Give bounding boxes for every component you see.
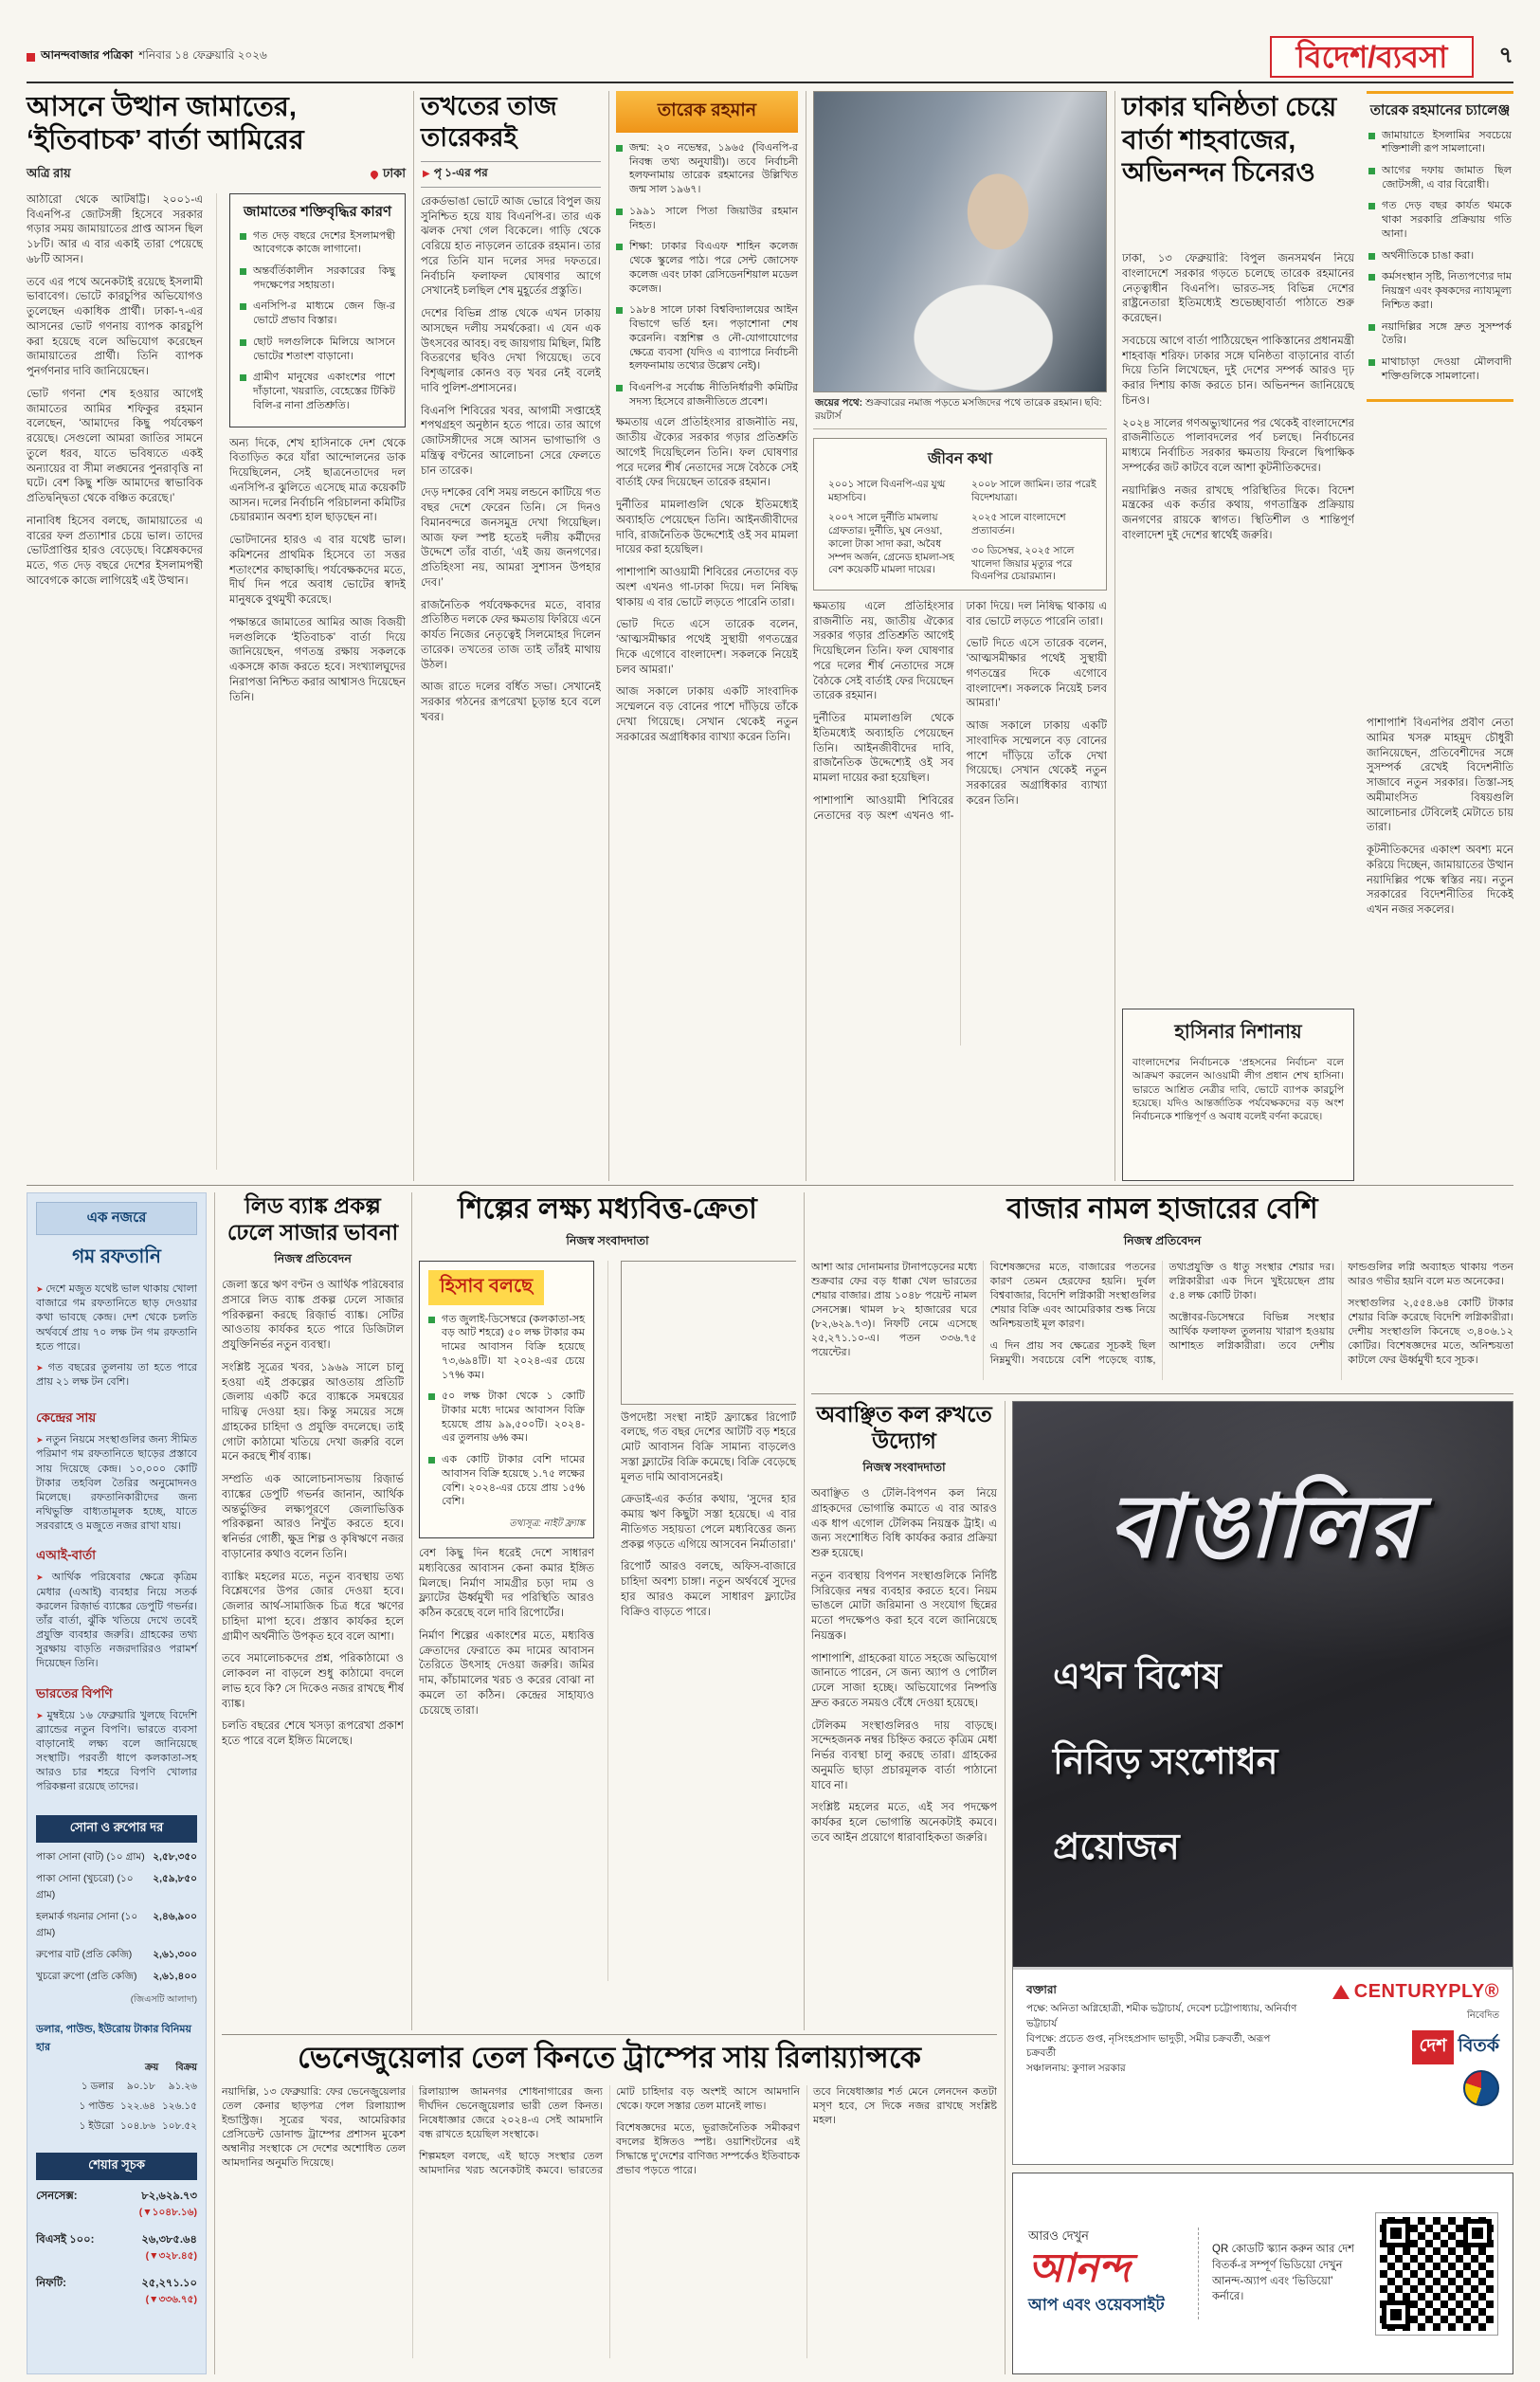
share-index-row: নিফটি: ২৫,২৭১.১০ (▼৩৩৬.৭৫) (36, 2277, 197, 2305)
speakers-anchor: সঞ্চালনায়: কুণাল সরকার (1026, 2063, 1126, 2074)
paragraph: ক্ষমতায় এলে প্রতিহিংসার রাজনীতি নয়, জাতীয় ঐক্যের সরকার গড়ার প্রতিশ্রুতি আগেই দিয়েছিলেন তিনি। ফল ঘোষণার পরে দলের শীর্ষ নেতাদের সঙ্গে বৈঠকে সেই বার্তাই ফের দিয়েছেন তারেক রহমান। (616, 417, 798, 489)
photo-column (813, 91, 1107, 1181)
byline: নিজস্ব প্রতিবেদন (1123, 1233, 1202, 1247)
paragraph: নির্মাণ শিল্পের একাংশের মতে, মধ্যবিত্ত ক্রেতাদের ফেরাতে কম দামের আবাসন তৈরিতে উৎসাহ দেওয়া জরুরি। জমির দাম, কাঁচামালের খরচ ও করের বোঝা না কমলে তা কঠিন। কেন্দ্রের সাহায্যও চেয়েছে তারা। (419, 1629, 594, 1717)
paragraph: নয়াদিল্লিও নজর রাখছে পরিস্থিতির দিকে। বিদেশ মন্ত্রকের এক কর্তার কথায়, গণতান্ত্রিক প্রক্রিয়ায় জনগণের রায়কে স্বাগত। স্থিতিশীল ও শান্তিপূর্ণ বাংলাদেশ দুই দেশের স্বার্থেই জরুরি। (1122, 484, 1354, 541)
profile-title: তারেক রহমান (616, 91, 798, 133)
bullet-square-icon (428, 1317, 435, 1323)
challenge-box (1367, 91, 1513, 402)
column-rule (411, 1192, 412, 2030)
paragraph: দেড় দশকের বেশি সময় লন্ডনে কাটিয়ে গত বছর দেশে ফেরেন তিনি। সে দিনও বিমানবন্দরে জনসমুদ্র দেখা গিয়েছিল। আজ ফল স্পষ্ট হতেই দলীয় কর্মীদের উদ্দেশে তাঁর বার্তা, ‘এই জয় জনগণের। প্রতিহিংসা নয়, আমরা সুশাসন উপহার দেব।’ (421, 487, 601, 589)
life-points (823, 479, 1097, 588)
paragraph: ভোট গণনা শেষ হওয়ার আগেই জামাতের আমির শফিকুর রহমান বলেছেন, ‘আমাদের কিছু পর্যবেক্ষণ রয়েছে। সেগুলো আমরা জাতির সামনে তুলে ধরব, যাতে ভবিষ্যতে একই অন্যায়ের বা সীমা লঙ্ঘনের পুনরাবৃত্তি না ঘটে। বেশ কিছু শক্তি আমাদের স্বাভাবিক প্রতিদ্বন্দ্বিতা থেকে বঞ্চিত করেছে।’ (27, 388, 203, 504)
qr-finder-icon (1382, 2219, 1410, 2247)
paragraph: সংশ্লিষ্ট মহলের মতে, এই সব পদক্ষেপ কার্যকর হলে ভোগান্তি অনেকটাই কমবে। তবে আইন প্রয়োগে ধারাবাহিকতা জরুরি। (811, 1802, 997, 1844)
article-body (222, 1279, 404, 1999)
fx-row: ১ পাউন্ড ১২২.৬৪ ১২৬.১৫ (79, 2100, 197, 2112)
band-rule (27, 1185, 1513, 1186)
paragraph: আজ সকালে ঢাকায় একটি সাংবাদিক সম্মেলনে বড় বোনের পাশে দাঁড়িয়ে তাঁকে দেখা গিয়েছে। সেখান থেকেই নতুন সরকারের অগ্রাধিকার ব্যাখ্যা করেন তিনি। (966, 720, 1107, 807)
article-dhaka (1122, 91, 1513, 1181)
desh-logo-text: দেশ (1412, 2030, 1455, 2064)
article-leadbank (222, 1192, 404, 2030)
promo-left (1028, 2227, 1199, 2319)
article-headline: বাজার নামল হাজারের বেশি (1006, 1193, 1318, 1225)
share-index-title: শেয়ার সূচক (36, 2153, 197, 2180)
hisab-title: হিসাব বলছে (428, 1270, 544, 1305)
paragraph: রেকর্ডভাঙা ভোটে আজ ভোরে বিপুল জয় সুনিশ্চিত হয়ে যায় বিএনপি-র। তার এক ঝলক দেখা গেল বিকেলে। গাড়ি থেকে বেরিয়ে হাত নাড়লেন তারেক রহমান। তার পরে তিনি যান দলের সদর দফতরে। নির্বাচনি ফলাফল ঘোষণার আগে সেখানেই চলছিল শেষ মুহূর্তের প্রস্তুতি। (421, 195, 601, 298)
hasina-body: বাংলাদেশের নির্বাচনকে ‘প্রহসনের নির্বাচন’ বলে আক্রমণ করলেন আওয়ামী লীগ প্রধান শেখ হাসিনা। ভারতে আশ্রিত নেত্রীর দাবি, ভোটে ব্যাপক কারচুপি হয়েছে। যদিও আন্তর্জাতিক পর্যবেক্ষকদের বড় অংশ নির্বাচনকে শান্তিপূর্ণ ও অবাধ বলেই বর্ণনা করেছে। (1132, 1057, 1344, 1123)
paragraph: আজ সকালে ঢাকায় একটি সাংবাদিক সম্মেলনে বড় বোনের পাশে দাঁড়িয়ে তাঁকে দেখা গিয়েছে। সেখান থেকেই নতুন সরকারের অগ্রাধিকার ব্যাখ্যা করেন তিনি। (616, 686, 798, 743)
page-header (27, 34, 1513, 80)
fx-columns (36, 2061, 197, 2077)
paragraph: পাশাপাশি আওয়ামী শিবিরের নেতাদের বড় অংশ এখনও গা-ঢাকা দিয়ে। দল নিষিদ্ধ থাকায় এ বার ভোটে লড়তে পারেনি তারা। (813, 600, 1107, 822)
paragraph: সম্প্রতি এক আলোচনাসভায় রিজ়ার্ভ ব্যাঙ্কের ডেপুটি গভর্নর জানান, আর্থিক অন্তর্ভুক্তির লক্ষ্যপূরণে জেলাভিত্তিক পরিকল্পনা আরও নিখুঁত করতে হবে। স্বনির্ভর গোষ্ঠী, ক্ষুদ্র শিল্প ও কৃষিঋণে নজর বাড়ানোর কথাও বলেন তিনি। (222, 1474, 404, 1560)
tareq-profile-column (616, 91, 798, 1181)
infobox-point: অন্তর্বর্তিকালীন সরকারের কিছু পদক্ষেপের সহায়তা। (240, 264, 395, 292)
bitorko-logo-text: বিতর্ক (1458, 2036, 1499, 2056)
paragraph: সংশ্লিষ্ট সূত্রের খবর, ১৯৬৯ সালে চালু হওয়া এই প্রকল্পের আওতায় প্রতিটি জেলায় একটি করে ব্যাঙ্ককে সমন্বয়ের দায়িত্ব দেওয়া হয়। কিন্তু সময়ের সঙ্গে গ্রাহকের চাহিদা ও প্রযুক্তি বদলেছে। তাই গোটা কাঠামো খতিয়ে দেখা জরুরি বলে মনে করছে শীর্ষ ব্যাঙ্ক। (222, 1361, 404, 1464)
infobox-point: ছোট দলগুলিকে মিলিয়ে আসনে ভোটের শতাংশ বাড়ানো। (240, 336, 395, 363)
news-rail (27, 1192, 207, 2374)
hisab-box (419, 1261, 594, 1539)
column-rule (413, 91, 414, 1181)
paragraph: সবচেয়ে আগে বার্তা পাঠিয়েছেন পাকিস্তানের প্রধানমন্ত্রী শাহবাজ় শরিফ। ঢাকার সঙ্গে ঘনিষ্ঠতা বাড়ানোর বার্তা দিয়ে তিনি লিখেছেন, দুই দেশের সম্পর্ক আরও দৃঢ় করার দিশায় কাজ করতে চান। অভিনন্দন জানিয়েছে চিনও। (1122, 335, 1354, 407)
article-venezuela (222, 2040, 997, 2374)
article-body-cont (229, 437, 406, 714)
paragraph: চলতি বছরের শেষে খসড়া রূপরেখা প্রকাশ হতে পারে বলে ইঙ্গিত মিলেছে। (222, 1720, 404, 1748)
life-box-title: জীবন কথা (928, 451, 992, 468)
life-story-box (813, 438, 1107, 591)
paragraph: দেশের বিভিন্ন প্রান্ত থেকে এখন ঢাকায় আসছেন দলীয় সমর্থকেরা। এ যেন এক উৎসবের আবহ। বহু জায়গায় মিছিল, মিষ্টি বিতরণের ছবিও দেখা গিয়েছে। তবে বিশৃঙ্খলার কোনও বড় খবর নেই বলেই দাবি পুলিশ-প্রশাসনের। (421, 308, 601, 394)
column-rule (1114, 91, 1115, 1181)
qr-caption: QR কোডটি স্ক্যান করুন আর দেশ বিতর্ক-র সম্পূর্ণ ভিডিয়ো দেখুন আনন্দ-অ্যাপ এবং ‘ভিডিয়ো’ কর্নারে। (1212, 2244, 1355, 2303)
article-call (811, 1401, 997, 2030)
shilpo-left-col (419, 1261, 594, 1981)
issue-date: শনিবার ১৪ ফেব্রুয়ারি ২০২৬ (138, 48, 267, 62)
paragraph: নতুন ব্যবস্থায় বিপণন সংস্থাগুলিকে নির্দিষ্ট সিরিজ়ের নম্বর ব্যবহার করতে হবে। নিয়ম ভাঙলে মোটা জরিমানা ও সংযোগ ছিন্নের মতো পদক্ষেপও করা হবে বলে জানিয়েছে নিয়ন্ত্রক। (811, 1570, 997, 1642)
paragraph: টেলিকম সংস্থাগুলিরও দায় বাড়ছে। সন্দেহজনক নম্বর চিহ্নিত করতে কৃত্রিম মেধা নির্ভর ব্যবস্থা চালু করছে তারা। গ্রাহকের অনুমতি ছাড়া প্রচারমূলক বার্তা পাঠানো যাবে না। (811, 1719, 997, 1791)
arrow-icon: ▶ (423, 168, 430, 179)
bullet-square-icon (616, 385, 623, 391)
shilpo-right-col (607, 1261, 796, 1981)
speakers-for: পক্ষে: অনিতা অগ্নিহোত্রী, শমীক ভট্টাচার্য, দেবেশ চট্টোপাধ্যায়, অনির্বাণ ভট্টাচার্য (1026, 2003, 1297, 2029)
rail-sections (36, 1396, 197, 1801)
article-headline: ভেনেজুয়েলার তেল কিনতে ট্রাম্পের সায় রিলায়্যান্সকে (298, 2041, 921, 2074)
gold-rate-row: রুপোর বাট (প্রতি কেজি) ২,৬১,৩০০ (36, 1948, 197, 1960)
paragraph: পক্ষান্তরে জামাতের আমির আজ বিজয়ী দলগুলিকে ‘ইতিবাচক’ বার্তা দিয়ে জানিয়েছেন, গণতন্ত্র রক্ষায় সকলকে একসঙ্গে কাজ করতে হবে। সংখ্যালঘুদের নিরাপত্তা নিশ্চিত করার আশ্বাসও দিয়েছেন তিনি। (229, 616, 406, 703)
life-point: ২০০৭ সালে দুর্নীতি মামলায় গ্রেফতার। দুর্নীতি, ঘুষ নেওয়া, কালো টাকা সাদা করা, অবৈধ সম্পদ অর্জন, গ্রেনেড হামলা-সহ বেশ কয়েকটি মামলা দায়ের। (828, 512, 954, 576)
ad-line-2: নিবিড় সংশোধন (1053, 1742, 1278, 1782)
bullet-square-icon (1368, 324, 1375, 331)
life-point: ৩০ ডিসেম্বর, ২০২৫ সালে খালেদা জিয়ার মৃত্যুর পরে বিএনপির চেয়ারম্যান। (971, 544, 1075, 583)
debate-ad (1012, 1401, 1513, 2165)
rail-section-body: ➤ নতুন নিয়মে সংস্থাগুলির জন্য সীমিত পরিমাণ গম রফতানিতে ছাড়ের প্রস্তাবে সায় দিয়েছে কেন্দ্র। ১০,০০০ কোটি টাকার তহবিল তৈরির অনুমোদনও মিলেছে। রফতানিকারীদের জন্য নথিভুক্তি বাধ্যতামূলক হচ্ছে, যাতে সরবরাহে ও মজুতে নজর রাখা যায়। (36, 1433, 197, 1534)
fx-row: ১ ইউরো ১০৪.৮৬ ১০৮.৫২ (79, 2119, 197, 2132)
article-body-col2 (621, 1411, 796, 1628)
profile-fact: ১৯৮৪ সালে ঢাকা বিশ্ববিদ্যালয়ের আইন বিভাগে ভর্তি হন। পড়াশোনা শেষ করেননি। বস্ত্রশিল্প ও নৌ-যোগাযোগের ক্ষেত্রে ব্যবসা (যদিও এ ব্যাপারে নির্বাচনী হলফনামায় তথ্যের উল্লেখ নেই)। (616, 303, 798, 373)
paper-name: আনন্দবাজার পত্রিকা (41, 48, 134, 62)
ad-brand-word: বাঙালির (1108, 1479, 1418, 1575)
paragraph: নানাবিধ হিসেব বলছে, জামায়াতের এ বারের ফল প্রত্যাশার চেয়ে ভাল। তাদের ভোটপ্রাপ্তির হারও বেড়েছে। বিশ্লেষকদের মতে, গত দেড় বছরে দেশের ইসলামপন্থী আবেগকে কাজে লাগিয়েই এই উত্থান। (27, 515, 203, 587)
article-body-col1 (27, 193, 203, 1170)
paragraph: ২০২৪ সালের গণঅভ্যুত্থানের পর থেকেই বাংলাদেশের রাজনীতিতে পালাবদলের পর্ব চলছে। নির্বাচনের মাধ্যমে নির্বাচিত সরকার ক্ষমতায় ফিরলে দ্বিপাক্ষিক সম্পর্কের জট কাটবে বলে আশা কূটনীতিকদের। (1122, 417, 1354, 474)
bullet-square-icon (1368, 168, 1375, 174)
gold-rate-title: সোনা ও রুপোর দর (36, 1815, 197, 1843)
desh-bitorko-logo (1412, 2030, 1500, 2064)
profile-facts (616, 141, 798, 416)
hasina-title: হাসিনার নিশানায় (1174, 1022, 1302, 1043)
paragraph: ক্ষমতায় এলে প্রতিহিংসার রাজনীতি নয়, জাতীয় ঐক্যের সরকার গড়ার প্রতিশ্রুতি আগেই দিয়েছিলেন তিনি। ফল ঘোষণার পরে দলের শীর্ষ নেতাদের সঙ্গে বৈঠকে সেই বার্তাই ফের দিয়েছেন তারেক রহমান। (813, 600, 954, 702)
gold-rate-row: খুচরো রুপো (প্রতি কেজি) ২,৬১,৪০০ (36, 1970, 197, 1982)
paragraph: ব্যাঙ্কিং মহলের মতে, নতুন ব্যবস্থায় তথ্য বিশ্লেষণের উপর জোর দেওয়া হবে। জেলার আর্থ-সামাজিক চিত্র ধরে ঋণের চাহিদা মাপা হবে। প্রস্তাব কার্যকর হলে গ্রামীণ অর্থনীতি উপকৃত হবে বলে আশা। (222, 1571, 404, 1643)
paragraph: সংস্থাগুলির ২,৫৫৪.৬৪ কোটি টাকার শেয়ার বিক্রি করেছে বিদেশি লগ্নিকারীরা। দেশীয় সংস্থাগুলি কিনেছে ৩,৪০৬.১২ কোটির। বিশেষজ্ঞদের মতে, অনিশ্চয়তা কাটলে ফের ঊর্ধ্বমুখী হবে সূচক। (1348, 1297, 1513, 1366)
paragraph: ভোট দিতে এসে তারেক বলেন, ‘আত্মসমীক্ষার পথেই সুস্থায়ী গণতন্ত্রের দিকে এগোবে বাংলাদেশ। সকলকে নিয়েই চলব আমরা।’ (616, 619, 798, 676)
paragraph: ভোট দিতে এসে তারেক বলেন, ‘আত্মসমীক্ষার পথেই সুস্থায়ী গণতন্ত্রের দিকে এগোবে বাংলাদেশ। সকলকে নিয়েই চলব আমরা।’ (966, 638, 1107, 710)
page-number: ৭ (1498, 43, 1513, 68)
rail-section-body: ➤ মুম্বইয়ে ১৬ ফেব্রুয়ারি খুলছে বিদেশি ব্র্যান্ডের নতুন বিপণি। ভারতে ব্যবসা বাড়ানোই লক্ষ্য বলে জানিয়েছে সংস্থাটি। পরবর্তী ধাপে কলকাতা-সহ আরও চার শহরে বিপণি খোলার পরিকল্পনা রয়েছে তাদের। (36, 1709, 197, 1795)
continued-marker: ▶ পৃ ১-এর পর (421, 161, 601, 188)
tareq-car-photo (813, 91, 1107, 392)
article-headline: ঢাকার ঘনিষ্ঠতা চেয়ে বার্তা শাহবাজের, অভিনন্দন চিনেরও (1122, 92, 1337, 188)
infobox-point: গত দেড় বছরে দেশের ইসলামপন্থী আবেগকে কাজে লাগানো। (240, 229, 395, 257)
article-body (421, 195, 601, 1134)
rail-section (36, 1545, 197, 1671)
location-pin-icon (369, 170, 379, 180)
profile-fact: জন্ম: ২০ নভেম্বর, ১৯৬৫ (বিএনপি-র নিবন্ধ তথ্য অনুযায়ী)। তবে নির্বাচনী হলফনামায় তারেক রহমানের উল্লিখিত জন্ম সাল ১৯৬৭। (616, 141, 798, 197)
hasina-box (1122, 1009, 1354, 1181)
infobox-point: এনসিপি-র মাধ্যমে জেন জ়ি-র ভোটে প্রভাব বিস্তার। (240, 300, 395, 327)
paragraph: বিএনপি শিবিরের খবর, আগামী সপ্তাহেই শপথগ্রহণ অনুষ্ঠান হতে পারে। তার আগে জোটসঙ্গীদের সঙ্গে আসন ভাগাভাগি ও মন্ত্রিত্ব বণ্টনের আলোচনা সেরে ফেলতে চান তারেক। (421, 405, 601, 477)
article-jamaat (27, 91, 406, 1181)
ad-artwork (1013, 1402, 1513, 1967)
paragraph: পাশাপাশি আওয়ামী শিবিরের নেতাদের বড় অংশ এখনও গা-ঢাকা দিয়ে। দল নিষিদ্ধ থাকায় এ বার ভোটে লড়তে পারেনি তারা। (616, 567, 798, 609)
fx-col-buy: ক্রয় (145, 2062, 159, 2073)
app-promo-ad (1012, 2173, 1513, 2374)
profile-fact: ১৯৯১ সালে পিতা জিয়াউর রহমান নিহত। (616, 205, 798, 232)
byline: নিজস্ব সংবাদদাতা (566, 1233, 649, 1247)
section-label: বিদেশ/ব্যবসা (1270, 36, 1475, 78)
photo-column-body (813, 600, 1107, 1046)
bullet-square-icon (616, 244, 623, 250)
pyramid-icon (1332, 1985, 1350, 1999)
paragraph: আঠারো থেকে আটষট্টি। ২০০১-এ বিএনপি-র জোটসঙ্গী হিসেবে সরকার গড়ার সময় জামায়াতের প্রাপ্ত আসন ছিল ১৮টি। আর এ বার একাই তারা পেয়েছে ৬৮টি আসন। (27, 193, 203, 265)
qr-finder-icon (1382, 2300, 1410, 2329)
article-body (222, 2085, 997, 2358)
bullet-square-icon (240, 303, 246, 310)
paragraph: রিপোর্ট আরও বলছে, অফিস-বাজারে চাহিদা অবশ্য চাঙ্গা। নতুন অর্থবর্ষে সুদের হার আরও কমলে সাধারণ ফ্ল্যাটের বিক্রিও বাড়তে পারে। (621, 1561, 796, 1618)
paragraph: রিলায়্যান্স জামনগর শোধনাগারের জন্য দীর্ঘদিন ভেনেজ়ুয়েলার ভারী তেল কিনত। নিষেধাজ্ঞার জেরে ২০২৪-এ সেই আমদানি বন্ধ রাখতে হয়েছিল সংস্থাকে। (419, 2085, 603, 2140)
bullet-square-icon (616, 209, 623, 215)
life-point: ২০০১ সালে বিএনপি-এর যুগ্ম মহাসচিব। (828, 479, 946, 504)
ad-brand-column (1310, 1981, 1499, 2153)
ad-line-3: প্রয়োজন (1053, 1827, 1180, 1867)
share-index-row: বিএসই ১০০: ২৬,৩৮৫.৬৪ (▼৩২৮.৪৫) (36, 2233, 197, 2262)
rail-lead-item: ➤ দেশে মজুত যথেষ্ট ভাল থাকায় খোলা বাজারে গম রফতানিতে ছাড় দেওয়ার কথা ভাবছে কেন্দ্র। দেশ থেকে চলতি অর্থবর্ষে প্রায় ৭০ লক্ষ টন গম রফতানি হতে পারে। (36, 1282, 197, 1355)
paragraph: বিশেষজ্ঞদের মতে, ভূরাজনৈতিক সমীকরণ বদলের ইঙ্গিতও স্পষ্ট। ওয়াশিংটনের এই সিদ্ধান্তে দু’দেশের বাণিজ্য সম্পর্কেও ইতিবাচক প্রভাব পড়তে পারে। (616, 2121, 800, 2177)
hisab-points (428, 1313, 585, 1510)
column-rule (608, 91, 609, 1181)
share-index-table (36, 2188, 197, 2318)
rail-section (36, 1408, 197, 1534)
promo-app-line: আপ এবং ওয়েবসাইট (1028, 2296, 1165, 2315)
paragraph: তবে নিষেধাজ্ঞার শর্ত মেনে লেনদেন কতটা মসৃণ হবে, সে দিকে নজর রাখছে সংশ্লিষ্ট মহল। (813, 2085, 997, 2126)
paragraph: আশা আর দোনামনার টানাপড়েনের মধ্যে শুক্রবার ফের বড় ধাক্কা খেল ভারতের শেয়ার বাজার। প্রায় ১০৪৮ পয়েন্ট নামল সেনসেক্স। থামল ৮২ হাজারের ঘরে (৮২,৬২৯.৭৩)। নিফটি নেমে এসেছে ২৫,২৭১.১০-এ। পতন ৩৩৬.৭৫ পয়েন্টের। (811, 1261, 977, 1358)
paragraph: অক্টোবর-ডিসেম্বরে বিভিন্ন সংস্থার আর্থিক ফলাফল তুলনায় খারাপ হওয়ায় আশাহত লগ্নিকারীরা। তবে দেশীয় ফান্ডগুলির লগ্নি অ‌ব্যাহত থাকায় পতন আরও গভীর হয়নি বলে মত অনেকের। (1169, 1261, 1513, 1352)
fx-table (36, 2080, 197, 2139)
rail-section-body: ➤ আর্থিক পরিষেবার ক্ষেত্রে কৃত্রিম মেধার (এআই) ব্যবহার নিয়ে সতর্ক করলেন রিজ়ার্ভ ব্যাঙ্কের ডেপুটি গভর্নর। তাঁর বার্তা, ঝুঁকি খতিয়ে দেখে তবেই প্রযুক্তি ব্যবহার জরুরি। গ্রাহকের তথ্য সুরক্ষায় বাড়তি নজরদারিরও পরামর্শ দিয়েছেন তিনি। (36, 1571, 197, 1671)
photo-caption: জয়ের পথে: শুক্রবারের নমাজ পড়তে মসজিদের পথে তারেক রহমান। ছবি: রয়টার্স (813, 392, 1107, 429)
column-rule (214, 1192, 215, 2374)
rail-section (36, 1683, 197, 1795)
paragraph: নয়াদিল্লি, ১৩ ফেব্রুয়ারি: ফের ভেনেজ়ুয়েলার তেল কেনার ছাড়পত্র পেল রিলায়্যান্স ইন্ডাস্ট্রিজ়। সূত্রের খবর, আমেরিকার প্রেসিডেন্ট ডোনাল্ড ট্রাম্পের প্রশাসন মুকেশ অম্বানীর সংস্থাকে সে দেশের অশোধিত তেল আমদানির অনুমতি দিয়েছে। (222, 2085, 406, 2170)
article-body-col1 (1122, 252, 1354, 999)
band-rule (811, 1393, 1513, 1394)
article-headline: অবাঞ্ছিত কল রুখতে উদ্যোগ (816, 1402, 992, 1454)
life-point: ২০০৮ সালে জামিন। তার পরেই বিদেশযাত্রা। (971, 479, 1096, 504)
bullet-square-icon (1368, 274, 1375, 281)
challenge-point: অর্থনীতিকে চাঙা করা। (1368, 249, 1512, 264)
paragraph: শিল্পমহল বলছে, এই ছাড়ে সংস্থার তেল আমদানির খরচ অনেকটাই কমবে। ভারতের মোট চাহিদার বড় অংশই আসে আমদানি থেকে। ফলে সস্তার তেল মানেই লাভ। (419, 2085, 800, 2177)
profile-fact: শিক্ষা: ঢাকার বিএএফ শাহিন কলেজ থেকে স্কুলের পাঠ। পরে সেন্ট জোসেফ কলেজ এবং ঢাকা রেসিডেনশিয়াল মডেল কলেজ। (616, 240, 798, 296)
paragraph: তবে এর পথে অনেকটাই রয়েছে ইসলামী ভাবাবেগ। ভোটে কারচুপির অভিযোগও তুলেছেন একাধিক প্রার্থী। ঢাকা-৭-এর আসনের ভোট গণনায় ব্যাপক কারচুপি করা হয়েছে বলে অভিযোগ করেছেন জামায়াতের প্রার্থী। তিনি ব্যাপক পুনর্গণনার দাবি জানিয়েছেন। (27, 276, 203, 377)
infobox-point: গ্রামীণ মানুষের একাংশের পাশে দাঁড়ানো, খয়রাতি, বেহেস্তের টিকিট বিলি-র নানা প্রতিশ্রুতি। (240, 371, 395, 412)
bullet-square-icon (428, 1393, 435, 1400)
fx-col-sell: বিক্রয় (175, 2062, 197, 2073)
column-rule (1005, 1401, 1006, 2374)
speakers-heading: বক্তারা (1026, 1983, 1057, 1996)
article-headline: তখতের তাজ তারেকরই (421, 92, 557, 152)
promo-more-label: আরও দেখুন (1028, 2227, 1089, 2243)
byline (27, 165, 406, 185)
rail-lead-item: ➤ গত বছরের তুলনায় তা হতে পারে প্রায় ২১ লক্ষ টন বেশি। (36, 1361, 197, 1390)
qr-code (1376, 2213, 1497, 2335)
infobox-points (240, 229, 395, 413)
bullet-square-icon (240, 374, 246, 381)
bullet-square-icon (1368, 253, 1375, 260)
article-takht (421, 91, 601, 1181)
paragraph: জেলা স্তরে ঋণ বণ্টন ও আর্থিক পরিষেবার প্রসারে লিড ব্যাঙ্ক প্রকল্প ঢেলে সাজার পরিকল্পনা করছে রিজ়ার্ভ ব্যাঙ্ক। সেটির আওতায় কার্যকর হতে পারে ডিজিটাল প্রযুক্তিনির্ভর নতুন ব্যবস্থা। (222, 1280, 404, 1352)
paragraph: বেশ কিছু দিন ধরেই দেশে সাধারণ মধ্যবিত্তের আবাসন কেনা কমার ইঙ্গিত মিলছে। নির্মাণ সামগ্রীর চড়া দাম ও ফ্ল্যাটের ঊর্ধ্বমুখী দর পরিস্থিতি আরও কঠিন করেছে বলে দাবি রিপোর্টের। (419, 1548, 594, 1620)
bullet-square-icon (1368, 203, 1375, 209)
challenge-title: তারেক রহমানের চ্যালেঞ্জ (1369, 102, 1511, 118)
rail-title: গম রফতানি (72, 1246, 161, 1267)
gold-rate-table (36, 1850, 197, 1991)
centuryply-logo: CENTURYPLY® (1332, 1981, 1499, 2003)
paragraph: কূটনীতিকদের একাংশ অবশ্য মনে করিয়ে দিচ্ছেন, জামায়াতের উত্থান নয়াদিল্লির পক্ষে স্বস্তির নয়। নতুন সরকারের বিদেশনীতির দিকেই এখন নজর সকলের। (1367, 845, 1513, 916)
profile-fact: বিএনপি-র সর্বোচ্চ নীতিনির্ধারণী কমিটির সদস্য হিসেবে রাজনীতিতে প্রবেশ। (616, 381, 798, 409)
life-point: ২০২৫ সালে বাংলাদেশে প্রত্যাবর্তন। (971, 512, 1066, 536)
hisab-point: গত জুলাই-ডিসেম্বরে (কলকাতা-সহ বড় আট শহরে) ৫০ লক্ষ টাকার কম দামের আবাসন বিক্রি হয়েছে ৭৩,৬৯৪টি। যা ২০২৪-এর চেয়ে ১৭% কম। (428, 1313, 585, 1383)
share-index-row: সেনসেক্স: ৮২,৬২৯.৭৩ (▼১০৪৮.১৬) (36, 2190, 197, 2218)
anondo-logo-text: আনন্দ (1028, 2245, 1131, 2290)
challenge-point: আগের দফায় জামাত ছিল জোটসঙ্গী, এ বার বিরোধী। (1368, 164, 1512, 191)
fx-heading: ডলার, পাউন্ড, ইউরোয় টাকার বিনিময় হার (36, 2023, 191, 2053)
challenge-point: গত দেড় বছর কার্যত থমকে থাকা সরকারি প্রক্রিয়ায় গতি আনা। (1368, 199, 1512, 241)
paragraph: উপদেষ্টা সংস্থা নাইট ফ্র্যাঙ্কের রিপোর্ট বলছে, গত বছর দেশের আটটি বড় শহরে মোট আবাসন বিক্রি সামান্য বাড়লেও সস্তা ফ্ল্যাটের বিক্রি কমেছে। বিক্রি বেড়েছে মূলত দামি আবাসনেরই। (621, 1411, 796, 1483)
hisab-source: তথ্যসূত্র: নাইট ফ্র্যাঙ্ক (509, 1518, 585, 1530)
paragraph: পাশাপাশি বিএনপির প্রবীণ নেতা আমির খসরু মাহমুদ চৌধুরী জানিয়েছেন, প্রতিবেশীদের সঙ্গে সুসম্পর্ক রেখেই বিদেশনীতি সাজাবে নতুন সরকার। তিস্তা-সহ অমীমাংসিত বিষয়গুলি আলোচনার টেবিলেই মেটাতে চায় তারা। (1367, 718, 1513, 834)
header-rule (27, 82, 1513, 83)
presents-label: নিবেদিত (1466, 2010, 1499, 2021)
article-bazar (811, 1192, 1513, 1390)
article-body (811, 1487, 997, 2018)
bullet-square-icon (616, 145, 623, 152)
profile-body (616, 416, 798, 1181)
paragraph: বিশেষজ্ঞদের মতে, বাজারের পতনের কারণ তেমন হেরফের হয়নি। দুর্বল বিশ্ববাজার, বিদেশি লগ্নিকারী সংস্থাগুলির শেয়ার বিক্রি এবং আমেরিকার শুল্ক নিয়ে অনিশ্চয়তাই মূল কারণ। (989, 1261, 1156, 1330)
caption-lead: জয়ের পথে: (815, 397, 863, 409)
rail-section-head: এআই-বার্তা (36, 1548, 97, 1563)
paragraph: দুর্নীতির মামলাগুলি থেকে ইতিমধ্যেই অব্যাহতি পেয়েছেন তিনি। আইনজীবীদের দাবি, রাজনৈতিক উদ্দেশ্যেই ওই সব মামলা দায়ের করা হয়েছিল। (616, 500, 798, 556)
challenge-point: নয়াদিল্লির সঙ্গে দ্রুত সুসম্পর্ক তৈরি। (1368, 320, 1512, 348)
gold-rate-row: পাকা সোনা (বাট) (১০ গ্রাম) ২,৫৮,৩৫০ (36, 1850, 197, 1863)
paragraph: দুর্নীতির মামলাগুলি থেকে ইতিমধ্যেই অব্যাহতি পেয়েছেন তিনি। আইনজীবীদের দাবি, রাজনৈতিক উদ্দেশ্যেই ওই সব মামলা দায়ের করা হয়েছিল। (813, 713, 954, 785)
article-body-col1 (419, 1547, 594, 1726)
byline: নিজস্ব প্রতিবেদন (274, 1252, 352, 1266)
rail-kicker: এক নজরে (36, 1202, 197, 1235)
bullet-square-icon (428, 1457, 435, 1464)
masthead (27, 47, 267, 66)
bullet-square-icon (240, 268, 246, 275)
paragraph: ক্রেডাই-এর কর্তার কথায়, ‘সুদের হার কমায় ঋণ কিছুটা সস্তা হয়েছে। এ বার নীতিগত সহায়তা পেলে মধ্যবিত্তের জন্য প্রকল্প গড়তে এগিয়ে আসবেন নির্মাতারা।’ (621, 1494, 796, 1551)
article-shilpo (419, 1192, 796, 2030)
rail-section-head: কেন্দ্রের সায় (36, 1410, 97, 1426)
article-body (811, 1261, 1513, 1380)
band-rule (222, 2034, 997, 2035)
challenge-points (1368, 129, 1512, 384)
rail-lead (36, 1282, 197, 1396)
rail-section-head: ভারতের বিপণি (36, 1685, 113, 1700)
challenge-point: কর্মসংস্থান সৃষ্টি, নিত্যপণ্যের দাম নিয়ন্ত্রণ এবং কৃষকদের ন্যায্যমূল্য নিশ্চিত করা। (1368, 270, 1512, 312)
bullet-square-icon (240, 233, 246, 240)
article-headline: আসনে উত্থান জামাতের, ‘ইতিবাচক’ বার্তা আমিরের (27, 92, 304, 156)
club-badge-icon (1463, 2070, 1499, 2106)
paragraph: অবাঞ্ছিত ও টেলি-বিপণন কল নিয়ে গ্রাহকদের ভোগান্তি কমাতে এ বার আরও এক ধাপ এগোল টেলিকম নিয়ন্ত্রক ট্রাই। এ জন্য সংশোধিত বিধি কার্যকর করার প্রক্রিয়া শুরু হয়েছে। (811, 1488, 997, 1560)
challenge-point: জামায়াতে ইসলামির সবচেয়ে শক্তিশালী রূপ সামলানো। (1368, 129, 1512, 156)
housing-photo (621, 1261, 796, 1405)
challenge-point: মাথাচাড়া দেওয়া মৌলবাদী শক্তিগুলিকে সামলানো। (1368, 355, 1512, 383)
article-headline: লিড ব্যাঙ্ক প্রকল্প ঢেলে সাজার ভাবনা (226, 1193, 399, 1246)
paragraph: রাজনৈতিক পর্যবেক্ষকদের মতে, বাবার প্রতিষ্ঠিত দলকে ফের ক্ষমতায় ফিরিয়ে এনে কার্যত নিজের নেতৃত্বেই সিলমোহর দিলেন তারেক। তখতের তাজ তাই তাঁরই মাথায় উঠল। (421, 599, 601, 671)
jamaat-strength-box (229, 193, 406, 427)
gold-rate-row: হলমার্ক গয়নার সোনা (১০ গ্রাম) ২,৪৬,৯০০ (36, 1910, 197, 1938)
bullet-square-icon (1368, 133, 1375, 139)
paragraph: অন্য দিকে, শেখ হাসিনাকে দেশ থেকে বিতাড়িত করে যাঁরা আন্দোলনের ডাক দিয়েছিলেন, সেই ছাত্রনেতাদের দল এনসিপি-র ঝুলিতে এসেছে মাত্র কয়েকটি আসন। দলের নির্বাচনি পরিচালনা কমিটির চেয়ারম্যান অবশ্য হাল ছাড়ছেন না। (229, 437, 406, 524)
infobox-title: জামাতের শক্তিবৃদ্ধির কারণ (243, 203, 392, 220)
paragraph: ভোটদানের হারও এ বার যথেষ্ট ভাল। কমিশনের প্রাথমিক হিসেবে তা সত্তর শতাংশের কাছাকাছি। পর্যবেক্ষকদের মতে, দীর্ঘ দিন পরে অবাধ ভোটের স্বাদই মানুষকে বুথমুখী করেছে। (229, 535, 406, 607)
paragraph: ঢাকা, ১৩ ফেব্রুয়ারি: বিপুল জনসমর্থন নিয়ে বাংলাদেশে সরকার গড়তে চলেছে তারেক রহমানের নেতৃত্বাধীন বিএনপি। ভারত-সহ বিভিন্ন দেশের রাষ্ট্রনেতারা ইতিমধ্যেই শুভেচ্ছাবার্তা পাঠাতে শুরু করেছেন। (1122, 253, 1354, 324)
ad-line-1: এখন বিশেষ (1053, 1657, 1222, 1697)
bullet-square-icon (240, 339, 246, 346)
ad-footer-strip (1013, 1967, 1513, 2164)
masthead-mark-icon (27, 53, 35, 62)
bullet-square-icon (1368, 359, 1375, 366)
dateline-place: ঢাকা (371, 165, 406, 185)
paragraph: পাশাপাশি, গ্রাহকেরা যাতে সহজে অভিযোগ জানাতে পারেন, সে জন্য অ্যাপ ও পোর্টাল ঢেলে সাজা হচ্ছে। অভিযোগের নিষ্পত্তি দ্রুত করতে সময়ও বেঁধে দেওয়া হয়েছে। (811, 1652, 997, 1709)
paragraph: এ দিন প্রায় সব ক্ষেত্রের সূচকই ছিল নিম্নমুখী। সবচেয়ে বেশি পড়েছে ব্যাঙ্ক, তথ্যপ্রযুক্তি ও ধাতু সংস্থার শেয়ার দর। লগ্নিকারীরা এক দিনে খুইয়েছেন প্রায় ৫.৪ লক্ষ কোটি টাকা। (989, 1261, 1335, 1366)
column-rule (804, 1192, 805, 2030)
qr-finder-icon (1463, 2219, 1492, 2247)
fx-row: ১ ডলার ৯০.১৮ ৯১.২৬ (81, 2080, 197, 2092)
hisab-point: এক কোটি টাকার বেশি দামের আবাসন বিক্রি হয়েছে ১.৭৫ লক্ষের বেশি। ২০২৪-এর চেয়ে প্রায় ১৫% বেশি। (428, 1453, 585, 1509)
byline: নিজস্ব সংবাদদাতা (862, 1461, 946, 1475)
article-body-col2 (1367, 717, 1513, 1181)
gold-rate-row: পাকা সোনা (খুচরো) (১০ গ্রাম) ২,৫৯,৮৫০ (36, 1872, 197, 1900)
bullet-square-icon (616, 307, 623, 314)
article-headline: শিল্পের লক্ষ্য মধ্যবিত্ত-ক্রেতা (458, 1193, 757, 1225)
reporter-name: অত্রি রায় (27, 165, 71, 180)
speakers-against: বিপক্ষে: প্রচেত গুপ্ত, নৃসিংহপ্রসাদ ভাদুড়ী, সমীর চক্রবর্তী, অরূপ চক্রবর্তী (1026, 2032, 1271, 2060)
hisab-point: ৫০ লক্ষ টাকা থেকে ১ কোটি টাকার মধ্যে দামের আবাসন বিক্রি হয়েছে প্রায় ৯৯,৫০০টি। ২০২৪-এর তুলনায় ৬% কম। (428, 1390, 585, 1446)
ad-speakers (1026, 1981, 1298, 2153)
gold-note: (জিএসটি আলাদা) (130, 1993, 197, 2005)
paragraph: আজ রাতে দলের বর্ধিত সভা। সেখানেই সরকার গঠনের রূপরেখা চূড়ান্ত হবে বলে খবর। (421, 682, 601, 723)
paragraph: তবে সমালোচকদের প্রশ্ন, পরিকাঠামো ও লোকবল না বাড়লে শুধু কাঠামো বদলে লাভ হবে কি? সে দিকেও নজর রাখছে শীর্ষ ব্যাঙ্ক। (222, 1653, 404, 1710)
article-body-col2 (216, 193, 406, 1170)
